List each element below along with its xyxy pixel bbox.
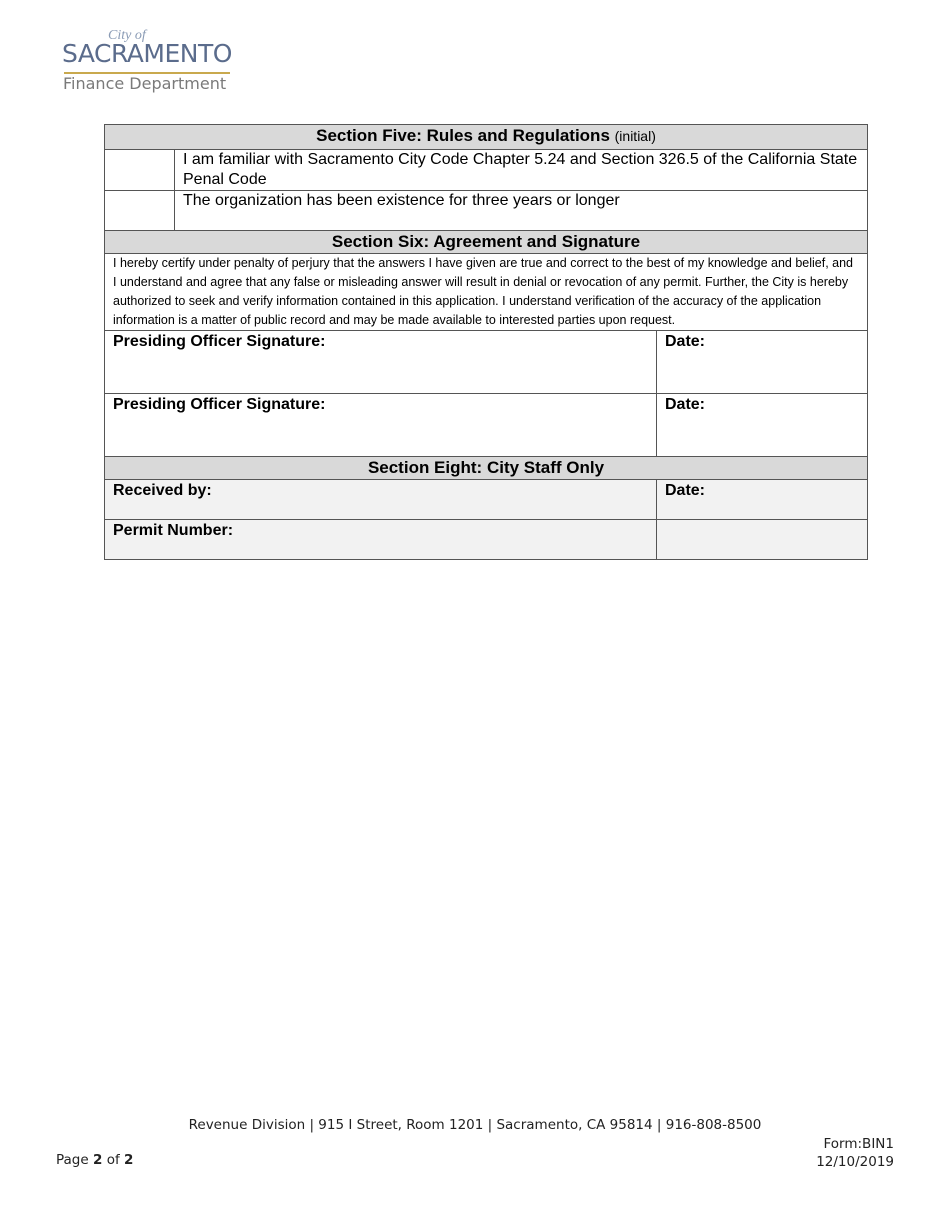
permit-form-table [104, 124, 868, 560]
permit-number-value[interactable] [657, 520, 868, 560]
section-five-note: (initial) [614, 128, 656, 144]
section-eight-title: Section Eight: City Staff Only [367, 458, 605, 477]
page-indicator [56, 1152, 133, 1168]
initial-field-2[interactable] [105, 191, 175, 231]
date-label-1: Date: [665, 333, 706, 350]
signature-field-2[interactable] [105, 394, 657, 457]
sacramento-finance-logo [62, 28, 237, 94]
received-by-field[interactable] [105, 480, 657, 520]
logo-city-of: City of [108, 28, 146, 43]
section-six-header [105, 231, 868, 254]
permit-number-label: Permit Number: [113, 522, 234, 539]
signature-field-1[interactable] [105, 331, 657, 394]
date-field-1[interactable] [657, 331, 868, 394]
form-id: Form:BIN1 [823, 1136, 894, 1152]
initial-field-1[interactable] [105, 150, 175, 191]
logo-city-name: SACRAMENTO [62, 39, 232, 68]
date-field-2[interactable] [657, 394, 868, 457]
page-current: 2 [92, 1152, 103, 1168]
certification-text: I hereby certify under penalty of perjury that the answers I have given are true and correct to the best of my knowledge and belief, and I understand and agree that any false or misleading answer will result in denial or revocation of any permit. Further, the City is hereby authorized to seek and verify information contained in this application. I understand verification of the accuracy of the application information is a matter of public record and may be made available to interested parties upon request. [105, 254, 868, 331]
staff-date-field[interactable] [657, 480, 868, 520]
form-date: 12/10/2019 [816, 1154, 894, 1170]
page-total: 2 [124, 1152, 134, 1168]
section-eight-header [105, 457, 868, 480]
rule-1-text: I am familiar with Sacramento City Code Chapter 5.24 and Section 326.5 of the California State Penal Code [175, 150, 868, 191]
form-info [816, 1135, 894, 1171]
permit-number-field[interactable] [105, 520, 657, 560]
signature-label-1: Presiding Officer Signature: [113, 333, 326, 350]
page-prefix: Page [56, 1152, 89, 1168]
staff-date-label: Date: [665, 482, 706, 499]
logo-department: Finance Department [63, 74, 227, 93]
date-label-2: Date: [665, 396, 706, 413]
section-five-header [105, 125, 868, 150]
section-six-title: Section Six: Agreement and Signature [331, 232, 641, 251]
received-by-label: Received by: [113, 482, 212, 499]
footer-address: Revenue Division | 915 I Street, Room 1201 | Sacramento, CA 95814 | 916-808-8500 [188, 1117, 762, 1133]
page-of: of [106, 1152, 120, 1168]
rule-2-text: The organization has been existence for three years or longer [175, 191, 868, 231]
section-five-title: Section Five: Rules and Regulations [316, 126, 610, 145]
signature-label-2: Presiding Officer Signature: [113, 396, 326, 413]
